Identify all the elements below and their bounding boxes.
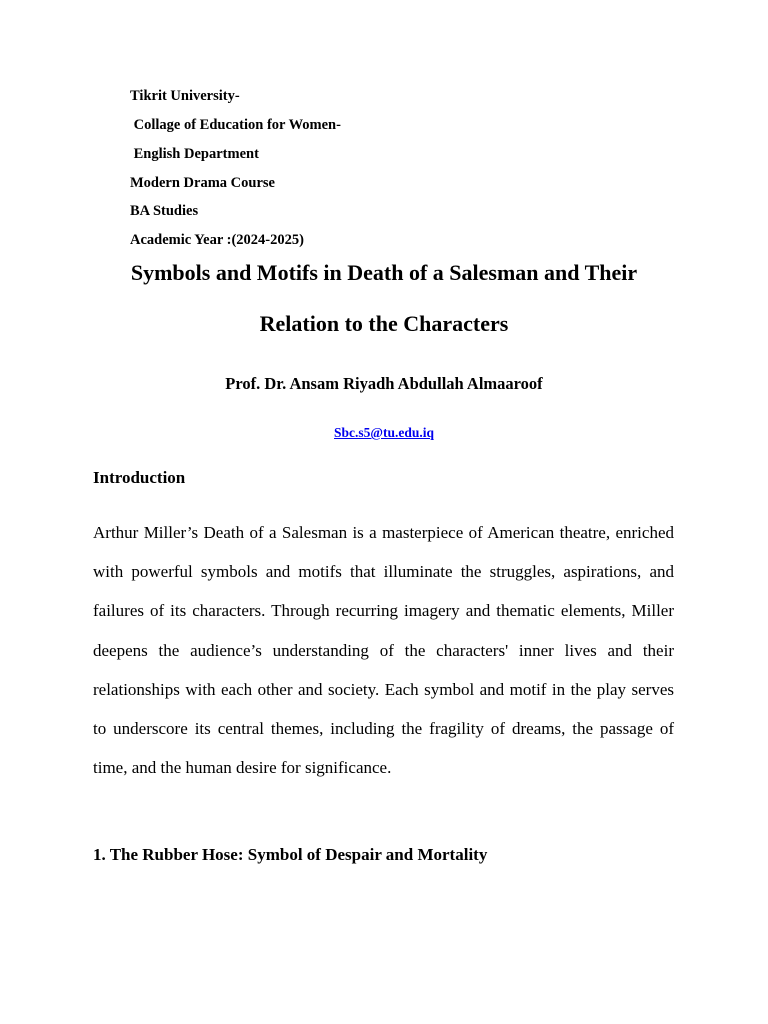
author-email-link[interactable]: Sbc.s5@tu.edu.iq: [334, 425, 434, 440]
header-course: Modern Drama Course: [130, 175, 275, 191]
author-name: Prof. Dr. Ansam Riyadh Abdullah Almaaroof: [225, 374, 543, 393]
header-college: Collage of Education for Women-: [130, 117, 341, 133]
document-title-line-2: Relation to the Characters: [259, 311, 509, 336]
header-studies: BA Studies: [130, 203, 199, 219]
header-university: Tikrit University-: [130, 88, 240, 104]
document-title-line-1: Symbols and Motifs in Death of a Salesman and Their: [130, 260, 638, 285]
header-academic-year: Academic Year :(2024-2025): [130, 232, 304, 248]
section-1-heading: 1. The Rubber Hose: Symbol of Despair and Mortality: [93, 845, 488, 864]
introduction-heading: Introduction: [93, 468, 186, 487]
header-department: English Department: [130, 146, 259, 162]
introduction-paragraph: Arthur Miller’s Death of a Salesman is a masterpiece of American theatre, enriched with powerful symbols and motifs that illuminate the struggles, aspirations, and failures of its characters. Through recurring imagery and thematic elements, Miller deepens the audience’s understanding of the characters' inner lives and their relationships with each other and society. Each symbol and motif in the play serves to underscore its central themes, including the fragility of dreams, the passage of time, and the human desire for significance.: [93, 523, 674, 778]
author-email-line: [0, 424, 768, 442]
